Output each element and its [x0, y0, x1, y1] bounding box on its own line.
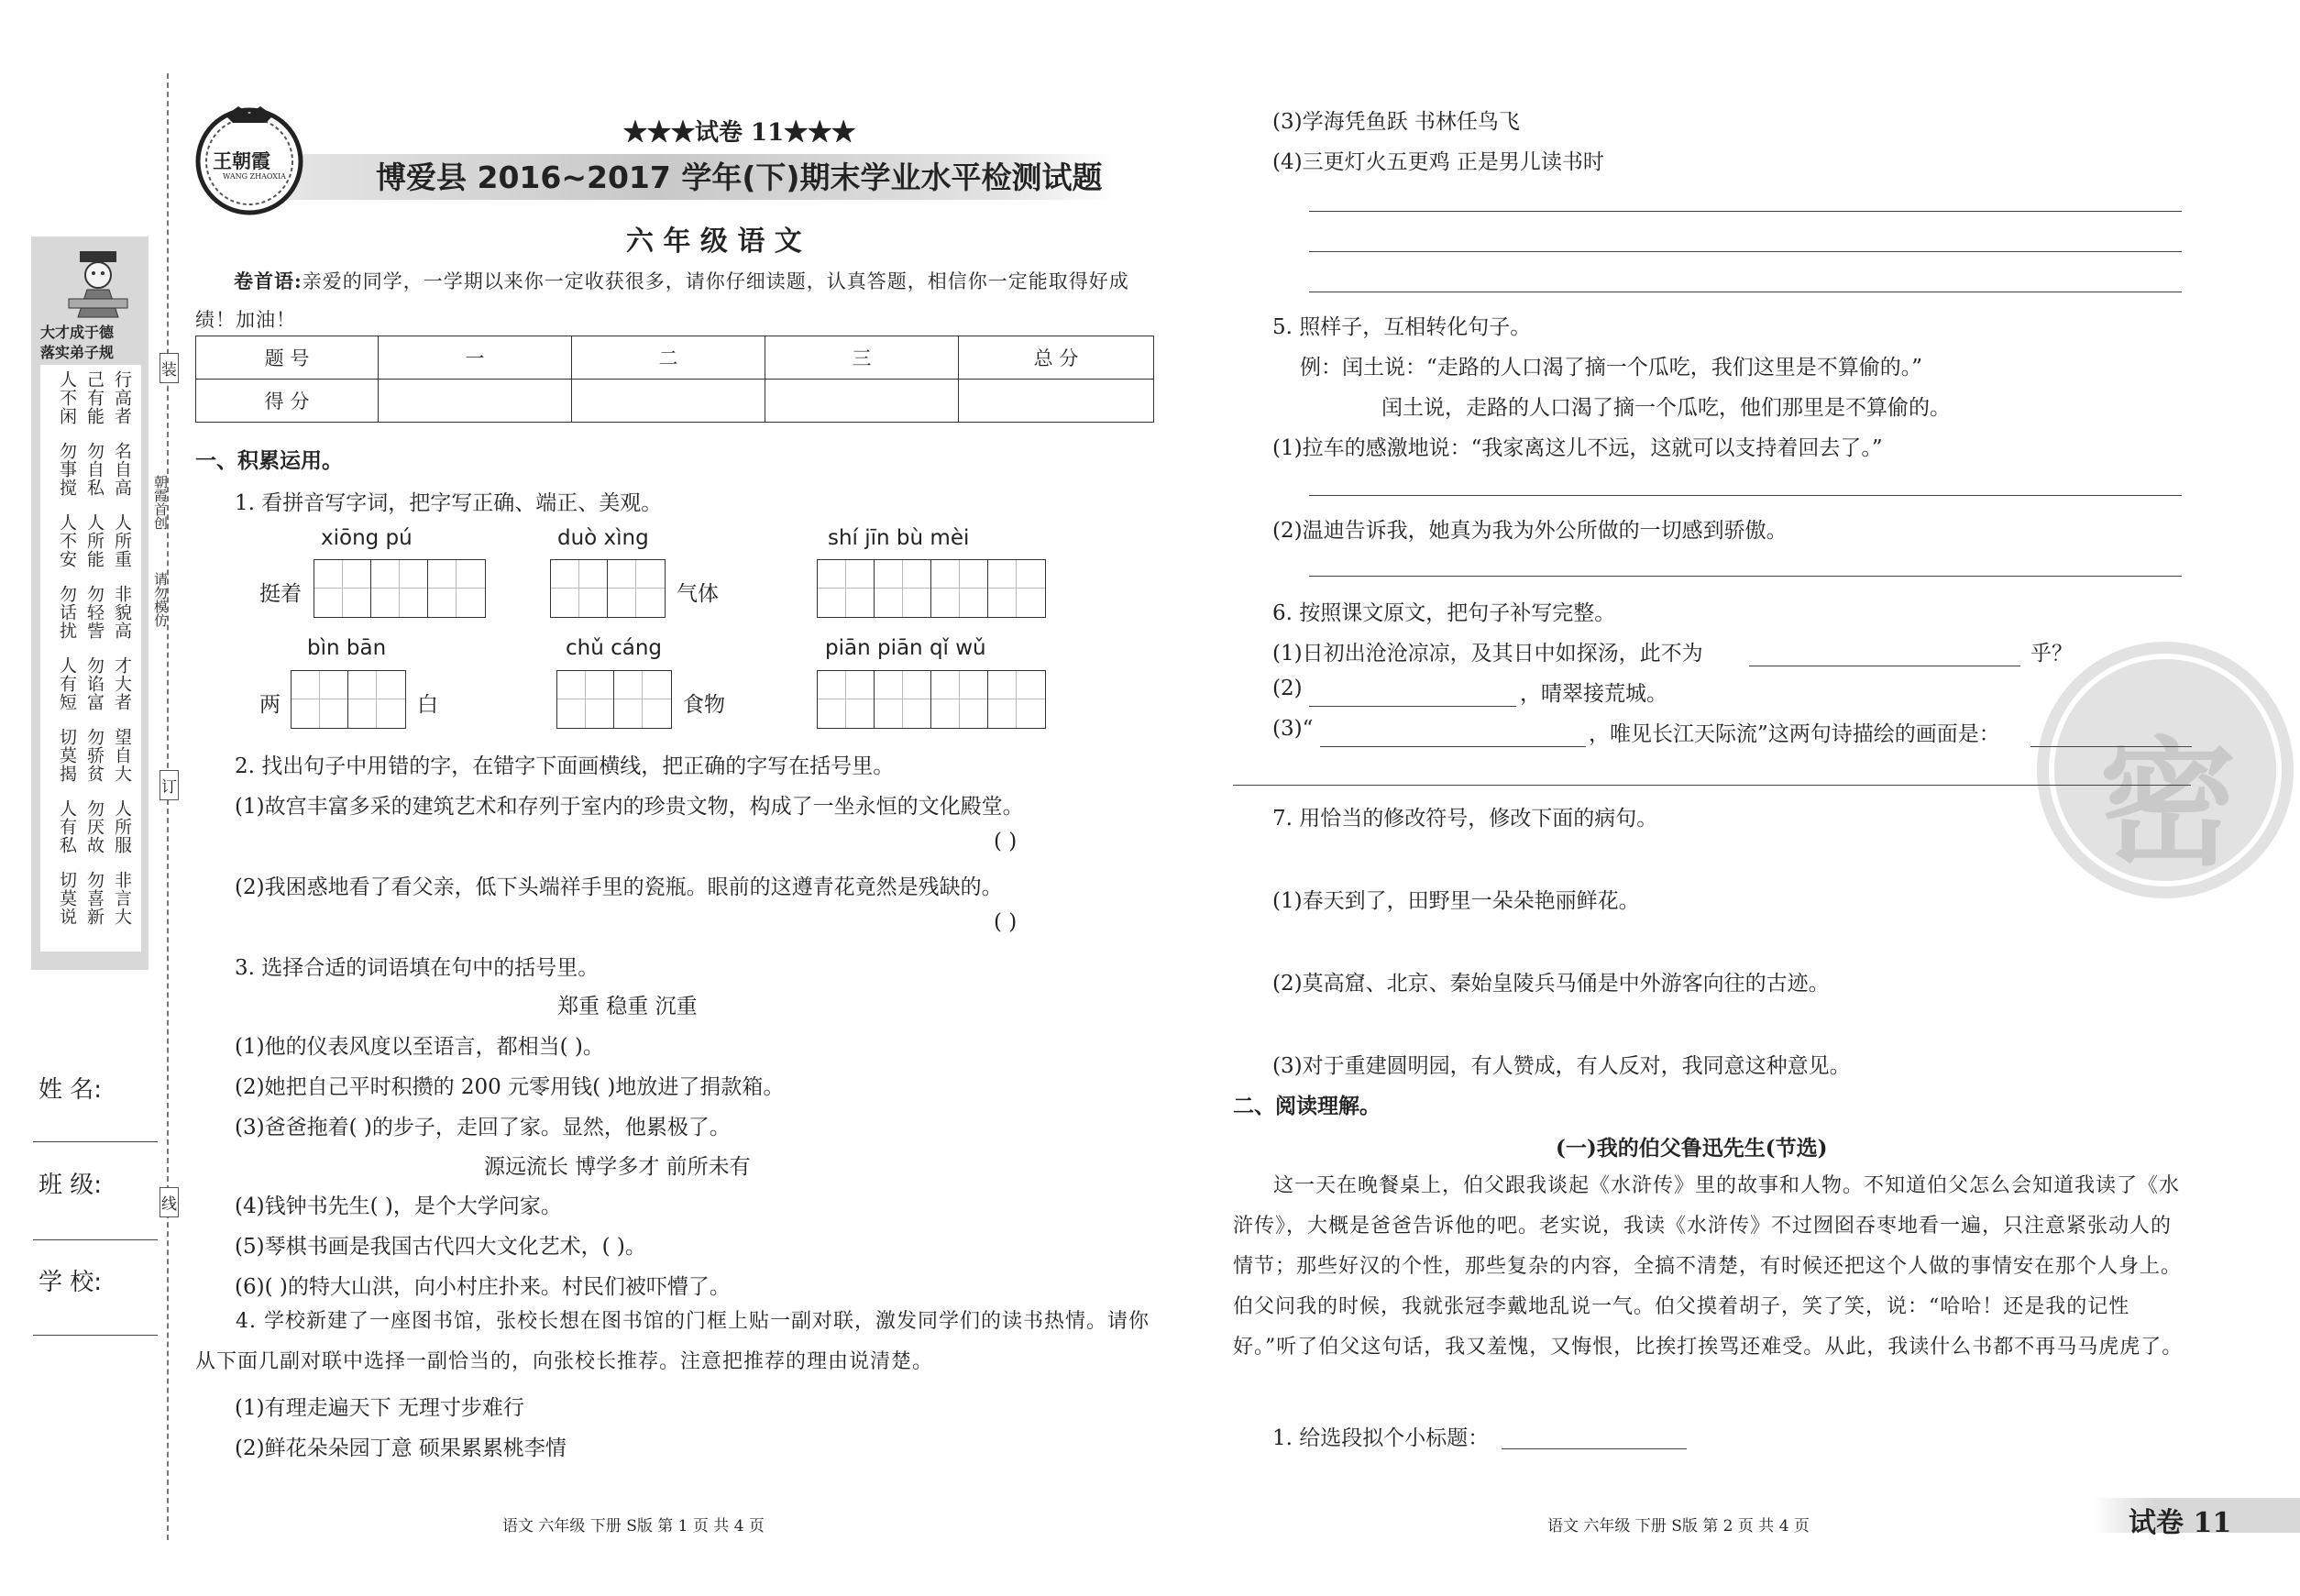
rule-column: 切莫揭 [57, 728, 77, 783]
rule-column: 己有能 [84, 370, 105, 425]
q6-item-3a: (3)“ [1272, 717, 1314, 741]
q6-item-2a: (2) [1272, 677, 1303, 700]
rule-column: 勿喜新 [84, 871, 105, 926]
word-after: 白 [417, 693, 438, 717]
q7-item-1: (1)春天到了，田野里一朵朵艳丽鲜花。 [1272, 889, 1640, 913]
char-grid[interactable] [556, 670, 672, 729]
word-after: 气体 [677, 582, 719, 606]
class-label: 班 级: [39, 1172, 103, 1199]
q6-item-2b: ，晴翠接荒城。 [1520, 682, 1667, 706]
score-input-cell[interactable] [379, 380, 572, 423]
page-footer-left: 语文 六年级 下册 S版 第 1 页 共 4 页 [502, 1517, 765, 1535]
logo-text: 王朝霞 [213, 149, 270, 172]
q2-item-2: (2)我困惑地看了看父亲，低下头端祥手里的瓷瓶。眼前的这遵青花竟然是残缺的。 [235, 875, 1003, 899]
rule-column: 勿自私 [84, 442, 105, 497]
q1-prompt: 1. 看拼音写字词，把字写正确、端正、美观。 [235, 491, 663, 515]
q3-item-1: (1)他的仪表风度以至语言，都相当( )。 [235, 1035, 604, 1059]
name-field[interactable] [33, 1141, 158, 1142]
copyright-2: 请勿模仿 [152, 572, 169, 627]
motto-2: 落实弟子规 [40, 344, 115, 361]
school-field[interactable] [33, 1335, 158, 1336]
rule-column: 人不闲 [57, 370, 77, 425]
r1-prompt: 1. 给选段拟个小标题： [1272, 1426, 1490, 1450]
answer-paren[interactable]: ( ) [994, 830, 1018, 853]
binding-line [167, 73, 169, 1540]
rule-column: 切莫说 [57, 871, 77, 926]
rule-column: 勿轻訾 [84, 585, 105, 640]
char-grid[interactable] [817, 670, 1046, 729]
rule-column: 人有私 [57, 799, 77, 854]
fill-blank[interactable] [1320, 746, 1586, 747]
score-header-cell: 题 号 [196, 336, 379, 380]
q3-item-6: (6)( )的特大山洪，向小村庄扑来。村民们被吓懵了。 [235, 1275, 731, 1299]
q2-prompt: 2. 找出句子中用错的字，在错字下面画横线，把正确的字写在括号里。 [235, 754, 895, 778]
q3-item-5: (5)琴棋书画是我国古代四大文化艺术，( )。 [235, 1235, 646, 1259]
q6-prompt: 6. 按照课文原文，把句子补写完整。 [1272, 601, 1616, 625]
q3-item-2: (2)她把自己平时积攒的 200 元零用钱( )地放进了捐款箱。 [235, 1075, 785, 1099]
char-grid[interactable] [291, 670, 406, 729]
seal-char: 密 [2099, 723, 2238, 885]
fill-blank[interactable] [1502, 1448, 1687, 1449]
word-before: 挺着 [259, 582, 302, 606]
score-input-cell[interactable] [572, 380, 765, 423]
scholar-illustration [50, 246, 146, 319]
score-header-cell: 一 [379, 336, 572, 380]
score-header-cell: 三 [765, 336, 959, 380]
rule-column: 非言大 [112, 871, 132, 926]
q6-item-3b: ，唯见长江天际流”这两句诗描绘的画面是： [1589, 722, 2000, 746]
score-label-cell: 得 分 [196, 380, 379, 423]
motto-1: 大才成于德 [40, 324, 115, 341]
rule-column: 人所能 [84, 513, 105, 568]
answer-paren[interactable]: ( ) [994, 910, 1018, 934]
pinyin-label: duò xìng [557, 526, 649, 550]
word-bank-1: 郑重 稳重 沉重 [557, 995, 698, 1018]
exam-title: 博爱县 2016~2017 学年(下)期末学业水平检测试题 [376, 160, 1103, 195]
rule-column: 勿谄富 [84, 656, 105, 711]
section-2-heading: 二、阅读理解。 [1233, 1094, 1381, 1118]
score-header-cell: 二 [572, 336, 765, 380]
copyright-1: 朝霞首创 [152, 475, 169, 530]
fill-blank[interactable] [2030, 746, 2192, 747]
q4-option-4: (4)三更灯火五更鸡 正是男儿读书时 [1272, 150, 1604, 174]
q5-example-1: 例：闰土说：“走路的人口渴了摘一个瓜吃，我们这里是不算偷的。” [1300, 356, 1923, 380]
score-input-cell[interactable] [959, 380, 1154, 423]
rule-column: 勿骄贫 [84, 728, 105, 783]
school-label: 学 校: [39, 1269, 103, 1296]
reading-title: (一)我的伯父鲁迅先生(节选) [1556, 1136, 1828, 1161]
binding-mark-zhuang: 装 [160, 353, 179, 383]
rule-column: 人有短 [57, 656, 77, 711]
rule-column: 行高者 [112, 370, 132, 425]
q3-item-4: (4)钱钟书先生( )，是个大学问家。 [235, 1194, 562, 1218]
rule-column: 人不安 [57, 513, 77, 568]
q5-item-1: (1)拉车的感激地说：“我家离这儿不远，这就可以支持着回去了。” [1272, 436, 1883, 460]
rule-column: 非貌高 [112, 585, 132, 640]
rule-column: 望自大 [112, 728, 132, 783]
score-input-cell[interactable] [765, 380, 959, 423]
word-after: 食物 [683, 693, 725, 717]
q4-option-1: (1)有理走遍天下 无理寸步难行 [235, 1396, 524, 1420]
rule-column: 才大者 [112, 656, 132, 711]
q7-item-3: (3)对于重建圆明园，有人赞成，有人反对，我同意这种意见。 [1272, 1054, 1851, 1078]
page-footer-right: 语文 六年级 下册 S版 第 2 页 共 4 页 [1547, 1517, 1810, 1535]
q7-item-2: (2)莫高窟、北京、秦始皇陵兵马俑是中外游客向往的古迹。 [1272, 972, 1830, 996]
q4-option-3: (3)学海凭鱼跃 书林任鸟飞 [1272, 110, 1520, 134]
paper-number: ★★★试卷 11★★★ [623, 119, 856, 147]
fill-blank[interactable] [1309, 706, 1516, 707]
reading-passage: 这一天在晚餐桌上，伯父跟我谈起《水浒传》里的故事和人物。不知道伯父怎么会知道我读了《水浒传》，大概是爸爸告诉他的吧。老实说，我读《水浒传》不过囫囵吞枣地看一遍，只注意紧张动人的情节；那些好汉的个性，那些复杂的内容，全搞不清楚，有时候还把这个人做的事情安在那个人身上。伯父问我的时候，我就张冠李戴地乱说一气。伯父摸着胡子，笑了笑，说：“哈哈！还是我的记性好。”听了伯父这句话，我又羞愧，又悔恨，比挨打挨骂还难受。从此，我读什么书都不再马马虎虎了。 [1233, 1174, 2184, 1359]
q3-item-3: (3)爸爸拖着( )的步子，走回了家。显然，他累极了。 [235, 1116, 731, 1139]
answer-line[interactable] [1309, 251, 2182, 252]
pinyin-label: shí jīn bù mèi [828, 526, 970, 550]
rule-column: 名自高 [112, 442, 132, 497]
q7-prompt: 7. 用恰当的修改符号，修改下面的病句。 [1272, 807, 1658, 831]
class-field[interactable] [33, 1239, 158, 1240]
section-1-heading: 一、积累运用。 [195, 448, 343, 473]
pinyin-label: bìn bān [307, 636, 387, 660]
char-grid[interactable] [314, 559, 486, 618]
char-grid[interactable] [817, 559, 1046, 618]
q6-item-1b: 乎？ [2030, 642, 2073, 666]
q6-item-1a: (1)日初出沧沧凉凉，及其日中如探汤，此不为 [1272, 642, 1703, 666]
q4-option-2: (2)鲜花朵朵园丁意 硕果累累桃李情 [235, 1436, 567, 1460]
logo-subtext: WANG ZHAOXIA [223, 172, 286, 181]
paper-badge: 试卷 11 [2129, 1507, 2232, 1539]
q2-item-1: (1)故宫丰富多采的建筑艺术和存列于室内的珍贵文物，构成了一坐永恒的文化殿堂。 [235, 795, 1024, 819]
answer-line[interactable] [1309, 495, 2182, 496]
pinyin-label: chǔ cáng [566, 636, 663, 660]
preface-label: 卷首语: [234, 270, 303, 292]
subject-title: 六 年 级 语 文 [626, 226, 802, 258]
preface [195, 262, 1154, 339]
rule-column: 人所重 [112, 513, 132, 568]
preface-text: 亲爱的同学，一学期以来你一定收获很多，请你仔细读题，认真答题，相信你一定能取得好成绩！加油！ [195, 270, 1129, 331]
rule-column: 勿事搅 [57, 442, 77, 497]
pinyin-label: xiōng pú [321, 526, 413, 550]
score-table [195, 336, 1154, 423]
char-grid[interactable] [550, 559, 666, 618]
q5-prompt: 5. 照样子，互相转化句子。 [1272, 315, 1532, 339]
rule-column: 勿厌故 [84, 799, 105, 854]
answer-line[interactable] [1309, 576, 2182, 577]
answer-line[interactable] [1233, 785, 2191, 786]
binding-mark-xian: 线 [160, 1187, 179, 1217]
binding-mark-ding: 订 [160, 770, 179, 800]
rule-column: 人所服 [112, 799, 132, 854]
q3-prompt: 3. 选择合适的词语填在句中的括号里。 [235, 956, 600, 980]
score-header-cell: 总 分 [959, 336, 1154, 380]
rule-column: 勿话扰 [57, 585, 77, 640]
q5-item-2: (2)温迪告诉我，她真为我为外公所做的一切感到骄傲。 [1272, 519, 1788, 543]
pinyin-label: piān piān qǐ wǔ [825, 636, 986, 660]
word-bank-2: 源远流长 博学多才 前所未有 [484, 1155, 751, 1179]
word-before: 两 [259, 693, 281, 717]
name-label: 姓 名: [39, 1076, 103, 1104]
answer-line[interactable] [1309, 211, 2182, 212]
q5-example-2: 闰土说，走路的人口渴了摘一个瓜吃，他们那里是不算偷的。 [1381, 396, 1951, 420]
q4-prompt: 4. 学校新建了一座图书馆，张校长想在图书馆的门框上贴一副对联，激发同学们的读书热情。请你从下面几副对联中选择一副恰当的，向张校长推荐。注意把推荐的理由说清楚。 [195, 1310, 1150, 1373]
